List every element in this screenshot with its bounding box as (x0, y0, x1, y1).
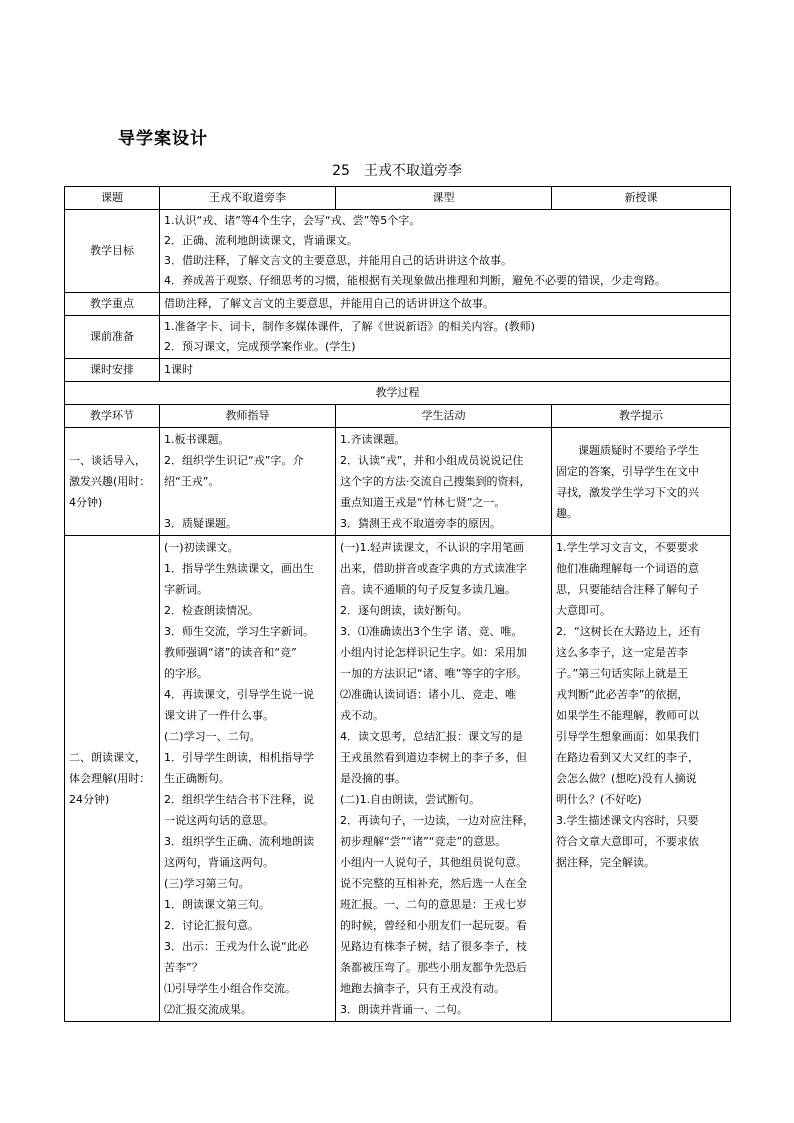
col-student: 学生活动 (336, 405, 552, 428)
prep-content (160, 316, 731, 359)
text-line: 子。”第三句话实际上就是王 (556, 667, 689, 680)
text-line: 的时候，曾经和小朋友们一起玩耍。看 (340, 919, 527, 932)
text-line: 课题质疑时不要给予学生 (578, 443, 699, 457)
text-line: 2．讨论汇报句意。 (164, 919, 259, 932)
text-line: (二)学习一、二句。 (164, 730, 261, 743)
text-line: 戎不动。 (340, 709, 384, 722)
prep-row (65, 316, 731, 359)
text-line: 2．逐句朗读，读好断句。 (340, 604, 468, 617)
text-line: 2．再读句子，一边读，一边对应注释， (340, 814, 534, 827)
process-title-row (65, 382, 731, 405)
label-topic: 课题 (65, 187, 160, 210)
text-line (164, 492, 331, 513)
text-line: (三)学习第三句。 (164, 877, 250, 890)
text-line: 初步理解“尝”“诸”“竞走”的意思。 (340, 835, 507, 848)
text-line: 3．猜测王戎不取道旁李的原因。 (340, 517, 501, 530)
text-line: 1．指导学生熟读课文，画出生 (164, 562, 314, 575)
text-line: 的字形。 (164, 667, 208, 680)
text-line: 24分钟) (69, 793, 110, 806)
stage1-student (336, 428, 552, 536)
text-line: 重点知道王戎是“竹林七贤”之一。 (340, 496, 506, 509)
focus-text: 借助注释，了解文言文的主要意思，并能用自己的话讲讲这个故事。 (160, 293, 731, 316)
text-line: ⑵准确认读词语：诸小儿、竞走、唯 (340, 688, 516, 701)
stage1-name (65, 428, 160, 536)
schedule-label: 课时安排 (65, 359, 160, 382)
text-line: 寻找，激发学生学习下文的兴 (556, 485, 699, 499)
topic-value: 王戎不取道旁李 (160, 187, 336, 210)
text-line: 4．再读课文，引导学生说一说 (164, 688, 314, 701)
text-line: 据注释，完全解读。 (556, 856, 655, 869)
focus-row (65, 293, 731, 316)
text-line: 小组内一人说句子，其他组员说句意。 (340, 856, 527, 869)
text-line: 体会理解(用时： (69, 772, 151, 785)
lesson-name: 王戎不取道旁李 (363, 163, 462, 179)
stage2-name (65, 536, 160, 1022)
label-type: 课型 (336, 187, 552, 210)
text-line: 字新词。 (164, 583, 208, 596)
text-line: 3．朗读并背诵一、二句。 (340, 1003, 468, 1016)
header-row (65, 187, 731, 210)
col-stage: 教学环节 (65, 405, 160, 428)
text-line: 符合文章大意即可，不要求依 (556, 835, 699, 848)
stage1-teacher (160, 428, 336, 536)
process-title: 教学过程 (65, 382, 731, 405)
goal-item: 2．正确、流利地朗读课文，背诵课文。 (164, 234, 358, 247)
text-line: 见路边有株李子树，结了很多李子，枝 (340, 940, 527, 953)
text-line: 地跑去摘李子，只有王戎没有动。 (340, 982, 505, 995)
text-line: 3．⑴准确读出3个生字 诸、竞、唯。 (340, 625, 523, 638)
type-value: 新授课 (552, 187, 731, 210)
text-line: 这么多李子，这一定是苦李 (556, 646, 688, 659)
text-line: 一说这两句话的意思。 (164, 814, 274, 827)
text-line: 激发兴趣(用时： (69, 475, 151, 488)
text-line: 音。读不通顺的句子反复多读几遍。 (340, 583, 516, 596)
text-line: 这两句，背诵这两句。 (164, 856, 274, 869)
stage2-student (336, 536, 552, 1022)
text-line: 是没摘的事。 (340, 772, 406, 785)
text-line: 思，只要能结合注释了解句子 (556, 583, 699, 596)
text-line: 大意即可。 (556, 604, 611, 617)
text-line: 引导学生想象画面：如果我们 (556, 730, 699, 743)
document-title: 导学案设计 (118, 129, 208, 149)
text-line: 一、谈话导入， (69, 454, 146, 467)
stage1-row (65, 428, 731, 536)
text-line: 明什么？(不好吃) (556, 793, 642, 806)
lesson-title (0, 160, 794, 180)
text-line: 他们准确理解每一个词语的意 (556, 562, 699, 575)
text-line: 固定的答案，引导学生在文中 (556, 464, 699, 478)
goal-item: 4．养成善于观察、仔细思考的习惯，能根据有关现象做出推理和判断，避免不必要的错误，少走弯路。 (164, 274, 666, 287)
goals-content (160, 210, 731, 293)
text-line: 这个字的方法·交流自己搜集到的资料， (340, 475, 531, 488)
stage2-teacher (160, 536, 336, 1022)
text-line: 2．组织学生识记“戎”字。介 (164, 454, 304, 467)
text-line: 4．读文思考，总结汇报：课文写的是 (340, 730, 523, 743)
text-line: 班汇报。一、二句的意思是：王戎七岁 (340, 898, 527, 911)
goals-label: 教学目标 (65, 210, 160, 293)
text-line: 3．质疑课题。 (164, 517, 237, 530)
text-line: 2．“这树长在大路边上，还有 (556, 625, 701, 638)
text-line: 戎判断“此必苦李”的依据， (556, 688, 689, 701)
text-line: 2．认读“戎”，并和小组成员说说记住 (340, 454, 524, 467)
stage2-row (65, 536, 731, 1022)
text-line: 在路边看到又大又红的李子， (556, 751, 699, 764)
text-line: 生正确断句。 (164, 772, 230, 785)
stage2-tips (552, 536, 731, 1022)
text-line: 一加的方法识记“诸、唯”等字的字形。 (340, 667, 528, 680)
prep-item: 2．预习课文，完成预学案作业。(学生) (164, 340, 356, 353)
text-line: (一)1.轻声读课文，不认识的字用笔画 (340, 541, 525, 554)
text-line: 出来，借助拼音或查字典的方式读准字 (340, 562, 527, 575)
text-line: (一)初读课文。 (164, 541, 239, 554)
goals-row (65, 210, 731, 293)
goal-item: 1.认识“戎、诸”等4个生字，会写“戎、尝”等5个字。 (164, 214, 421, 227)
lesson-number: 25 (332, 163, 350, 179)
text-line: 2．检查朗读情况。 (164, 604, 259, 617)
schedule-text: 1课时 (160, 359, 731, 382)
col-tips: 教学提示 (552, 405, 731, 428)
text-line: 1．引导学生朗读，相机指导学 (164, 751, 314, 764)
text-line: 如果学生不能理解，教师可以 (556, 709, 699, 722)
col-teacher: 教师指导 (160, 405, 336, 428)
text-line: 4分钟) (69, 496, 103, 509)
text-line: 3．出示：王戎为什么说“此必 (164, 940, 309, 953)
focus-label: 教学重点 (65, 293, 160, 316)
text-line: 绍“王戎”。 (164, 475, 220, 488)
text-line: 趣。 (556, 506, 578, 520)
text-line: 小组内讨论怎样识记生字。如：采用加 (340, 646, 527, 659)
text-line: 2．组织学生结合书下注释，说 (164, 793, 314, 806)
text-line: 条都被压弯了。那些小朋友都争先恐后 (340, 961, 527, 974)
text-line: ⑵汇报交流成果。 (164, 1003, 252, 1016)
text-line: 3.学生描述课文内容时，只要 (556, 814, 699, 827)
text-line: 教师强调“诸”的读音和“竞” (164, 646, 297, 659)
prep-label: 课前准备 (65, 316, 160, 359)
text-line: 苦李”？ (164, 961, 203, 974)
prep-item: 1.准备字卡、词卡，制作多媒体课件，了解《世说新语》的相关内容。(教师) (164, 320, 536, 333)
text-line: 二、朗读课文， (69, 751, 146, 764)
text-line: 课文讲了一件什么事。 (164, 709, 274, 722)
text-line: 会怎么做？(想吃)没有人摘说 (556, 772, 697, 785)
text-line: 1.板书课题。 (164, 433, 230, 446)
text-line: 1．朗读课文第三句。 (164, 898, 270, 911)
lesson-plan-table (64, 186, 731, 1022)
text-line: 王戎虽然看到道边李树上的李子多，但 (340, 751, 527, 764)
text-line: 3．组织学生正确、流利地朗读 (164, 835, 314, 848)
process-header-row (65, 405, 731, 428)
text-line: 1.齐读课题。 (340, 433, 406, 446)
text-line: 3．师生交流，学习生字新词。 (164, 625, 314, 638)
schedule-row (65, 359, 731, 382)
text-line: 说不完整的互相补充，然后选一人在全 (340, 877, 527, 890)
text-line: ⑴引导学生小组合作交流。 (164, 982, 296, 995)
stage1-tips (552, 428, 731, 536)
text-line: 1.学生学习文言文，不要要求 (556, 541, 699, 554)
text-line: (二)1.自由朗读，尝试断句。 (340, 793, 481, 806)
goal-item: 3．借助注释，了解文言文的主要意思，并能用自己的话讲讲这个故事。 (164, 254, 512, 267)
